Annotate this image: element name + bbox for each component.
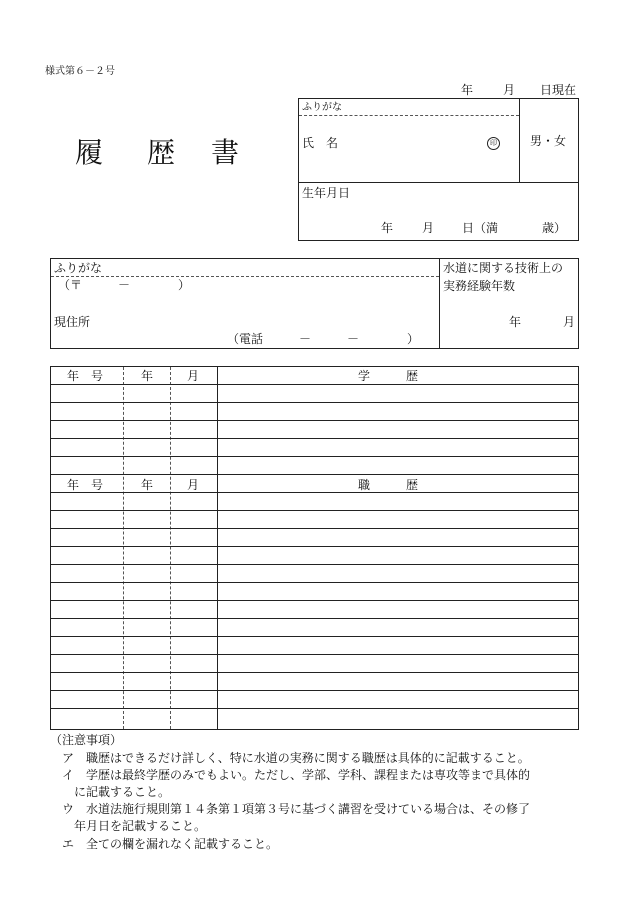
history-row-line [51, 492, 578, 493]
birth-row-divider [299, 182, 578, 183]
experience-column-divider [439, 259, 440, 348]
notes-title: （注意事項） [50, 733, 123, 747]
postal-code: （〒 － ） [58, 278, 191, 292]
age-unit-label: 歳） [542, 221, 567, 235]
date-year-label: 年 [461, 83, 474, 97]
phone-number: （電話 － － ） [227, 332, 420, 346]
seal-mark-text: 印 [490, 139, 497, 147]
history-row-line [51, 402, 578, 403]
history-row-line [51, 600, 578, 601]
experience-label-line2: 実務経験年数 [443, 279, 516, 293]
work-col-era: 年 号 [67, 478, 104, 492]
furigana-divider [299, 115, 519, 116]
note-item-u-cont: 年月日を記載すること。 [74, 819, 207, 833]
history-row-line [51, 474, 578, 475]
note-item-i: イ 学歴は最終学歴のみでもよい。ただし、学部、学科、課程または専攻等まで具体的 [62, 768, 531, 782]
history-row-line [51, 672, 578, 673]
experience-year-label: 年 [509, 315, 522, 329]
work-col-month: 月 [187, 478, 200, 492]
history-row-line [51, 690, 578, 691]
date-day-now-label: 日現在 [540, 83, 577, 97]
history-col-divider-3 [217, 367, 218, 729]
education-col-era: 年 号 [67, 369, 104, 383]
date-month-label: 月 [503, 83, 516, 97]
education-col-year: 年 [141, 369, 154, 383]
address-label: 現住所 [54, 315, 91, 329]
work-col-year: 年 [141, 478, 154, 492]
name-label: 氏 名 [302, 136, 339, 150]
name-furigana-label: ふりがな [302, 102, 342, 113]
history-row-line [51, 654, 578, 655]
birth-year-label: 年 [381, 221, 394, 235]
history-row-line [51, 420, 578, 421]
work-header: 職 歴 [358, 478, 419, 492]
experience-month-label: 月 [563, 315, 576, 329]
title-char-2: 歴 [147, 136, 176, 169]
title-char-1: 履 [75, 136, 104, 169]
birth-day-age-label: 日（満 [462, 221, 499, 235]
education-header: 学 歴 [358, 369, 419, 383]
history-row-line [51, 708, 578, 709]
personal-info-box [298, 98, 579, 241]
history-row-line [51, 384, 578, 385]
history-row-line [51, 528, 578, 529]
experience-label-line1: 水道に関する技術上の [443, 261, 564, 275]
history-row-line [51, 456, 578, 457]
history-row-line [51, 510, 578, 511]
history-row-line [51, 546, 578, 547]
note-item-a: ア 職歴はできるだけ詳しく、特に水道の実務に関する職歴は具体的に記載すること。 [62, 751, 530, 765]
history-row-line [51, 618, 578, 619]
education-col-month: 月 [187, 369, 200, 383]
form-number: 様式第６－２号 [45, 66, 115, 77]
gender-column-divider [519, 99, 520, 182]
gender-label: 男・女 [530, 134, 567, 148]
note-item-i-cont: に記載すること。 [74, 785, 171, 799]
note-item-e: エ 全ての欄を漏れなく記載すること。 [62, 837, 279, 851]
history-row-line [51, 438, 578, 439]
address-furigana-divider [51, 276, 439, 277]
birth-month-label: 月 [422, 221, 435, 235]
history-row-line [51, 582, 578, 583]
history-row-line [51, 636, 578, 637]
history-row-line [51, 564, 578, 565]
title-char-3: 書 [211, 136, 240, 169]
note-item-u: ウ 水道法施行規則第１４条第１項第３号に基づく講習を受けている場合は、その修了 [62, 802, 531, 816]
seal-mark [487, 137, 500, 150]
history-col-divider-2 [170, 367, 171, 729]
birth-date-label: 生年月日 [302, 186, 351, 200]
history-col-divider-1 [123, 367, 124, 729]
address-furigana-label: ふりがな [54, 261, 103, 275]
